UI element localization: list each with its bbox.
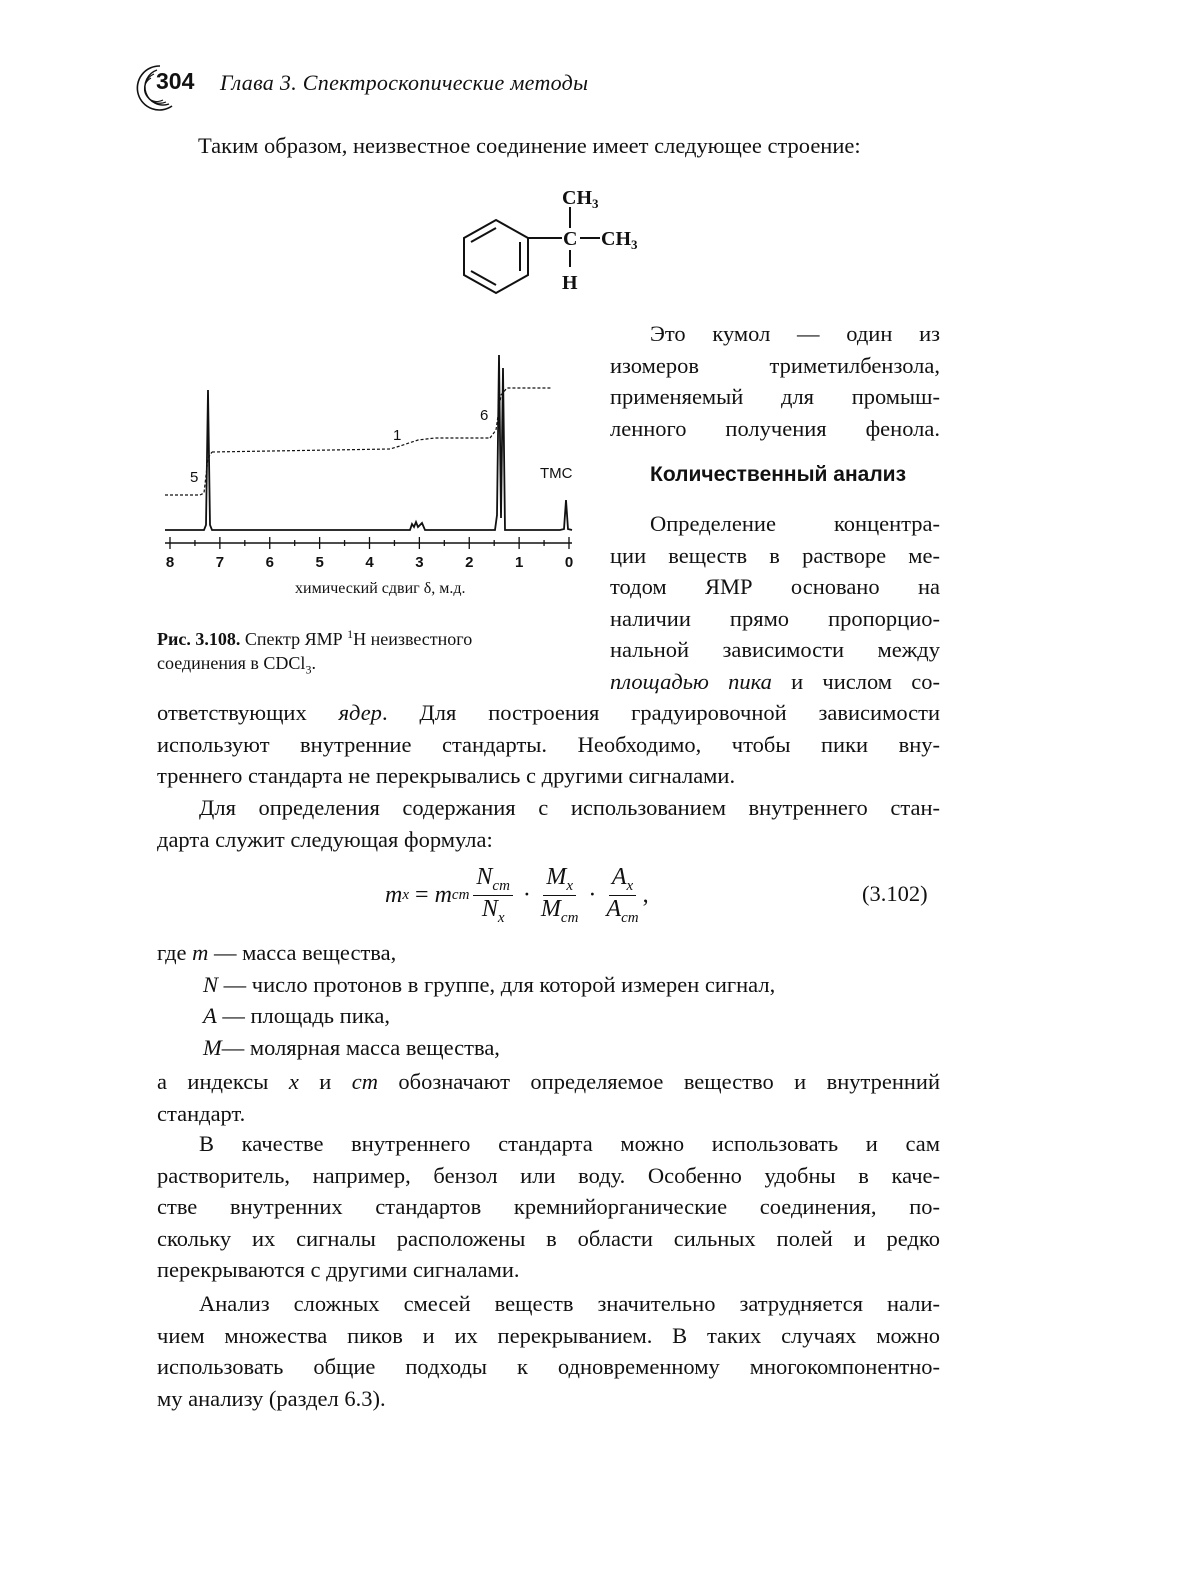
side-note: Это кумол — один из изомеров триметилбензола, применяемый для промыш- ленного получения фенола. — [610, 321, 940, 441]
integral-label-1: 1 — [393, 427, 402, 444]
page-header — [120, 62, 820, 112]
indices-note: а индексы x и cm обозначают определяемое вещество и внутренний стандарт. — [157, 1069, 941, 1126]
formula-number: (3.102) — [862, 881, 928, 906]
integral-curve-1 — [212, 438, 490, 452]
x-tick-label: 5 — [315, 554, 324, 571]
intro-line: Таким образом, неизвестное соединение имеет следующее строение: — [198, 133, 861, 158]
paragraph-2: Для определения содержания с использованием внутреннего стан- дарта служит следующая формула: — [157, 795, 940, 852]
ch3-top-label: $CH_3$ — [562, 187, 599, 211]
x-tick-label: 1 — [514, 554, 524, 571]
paragraph-1-side: Определение концентра- ции веществ в растворе ме- тодом ЯМР основано на наличии прямо пропорцио- нальной зависимости между площадью пика и числом со- — [610, 511, 940, 694]
x-tick-label: 6 — [265, 554, 274, 571]
carbon-label: C — [563, 228, 578, 250]
page-number: 304 — [156, 68, 195, 94]
integral-curve-5 — [165, 452, 212, 495]
x-tick-label: 4 — [365, 554, 374, 571]
caption-label: Рис. 3.108. — [157, 629, 241, 649]
paragraph-4: Анализ сложных смесей веществ значительно затрудняется нали- чием множества пиков и их перекрыванием. В таких случаях можно использовать общие подходы к одновременному многокомпонентно- му анализу (раздел 6.3). — [157, 1291, 940, 1411]
paragraph-3: В качестве внутреннего стандарта можно использовать и сам растворитель, например, бензол или воду. Особенно удобны в каче- стве внутренних стандартов кремнийорганические соединения, по- скольку их сигналы расположены в области сильных полей и редко перекрываются с другими сигналами. — [157, 1131, 940, 1282]
x-tick-label: 8 — [165, 554, 175, 571]
figure-caption: Рис. 3.108. Спектр ЯМР $^1$Н неизвестного соединения в CDCl$_3$. — [157, 627, 473, 677]
integral-label-6: 6 — [480, 407, 489, 424]
tms-label: ТМС — [540, 465, 573, 482]
section-heading: Количественный анализ — [650, 463, 907, 486]
formula: m x = m cm $N_{cm}$ $N_x$ · $M_x$ $M_{cm}$ · $A_x$ $A_{cm}$ , — [385, 863, 649, 926]
ch3-right-label: $CH_3$ — [601, 228, 638, 252]
integral-label-5: 5 — [190, 469, 199, 486]
x-tick-label: 0 — [564, 554, 574, 571]
x-tick-label: 7 — [215, 554, 225, 571]
nmr-spectrum — [160, 350, 590, 610]
variable-definitions: где m — масса вещества, N — число протонов в группе, для которой измерен сигнал, A — площадь пика, M— молярная масса вещества, — [157, 940, 776, 1060]
x-axis-label: химический сдвиг δ, м.д. — [295, 580, 466, 597]
x-tick-label: 3 — [415, 554, 424, 571]
cumene-structure — [440, 185, 660, 305]
chapter-title: Глава 3. Спектроскопические методы — [220, 70, 589, 95]
hydrogen-label: H — [562, 272, 578, 294]
x-tick-label: 2 — [465, 554, 474, 571]
spectrum-baseline — [165, 355, 572, 530]
paragraph-1-full: ответствующих ядер. Для построения градуировочной зависимости используют внутренние стандарты. Необходимо, чтобы пики вну- треннего стандарта не перекрывались с другими сигналами. — [157, 700, 940, 788]
